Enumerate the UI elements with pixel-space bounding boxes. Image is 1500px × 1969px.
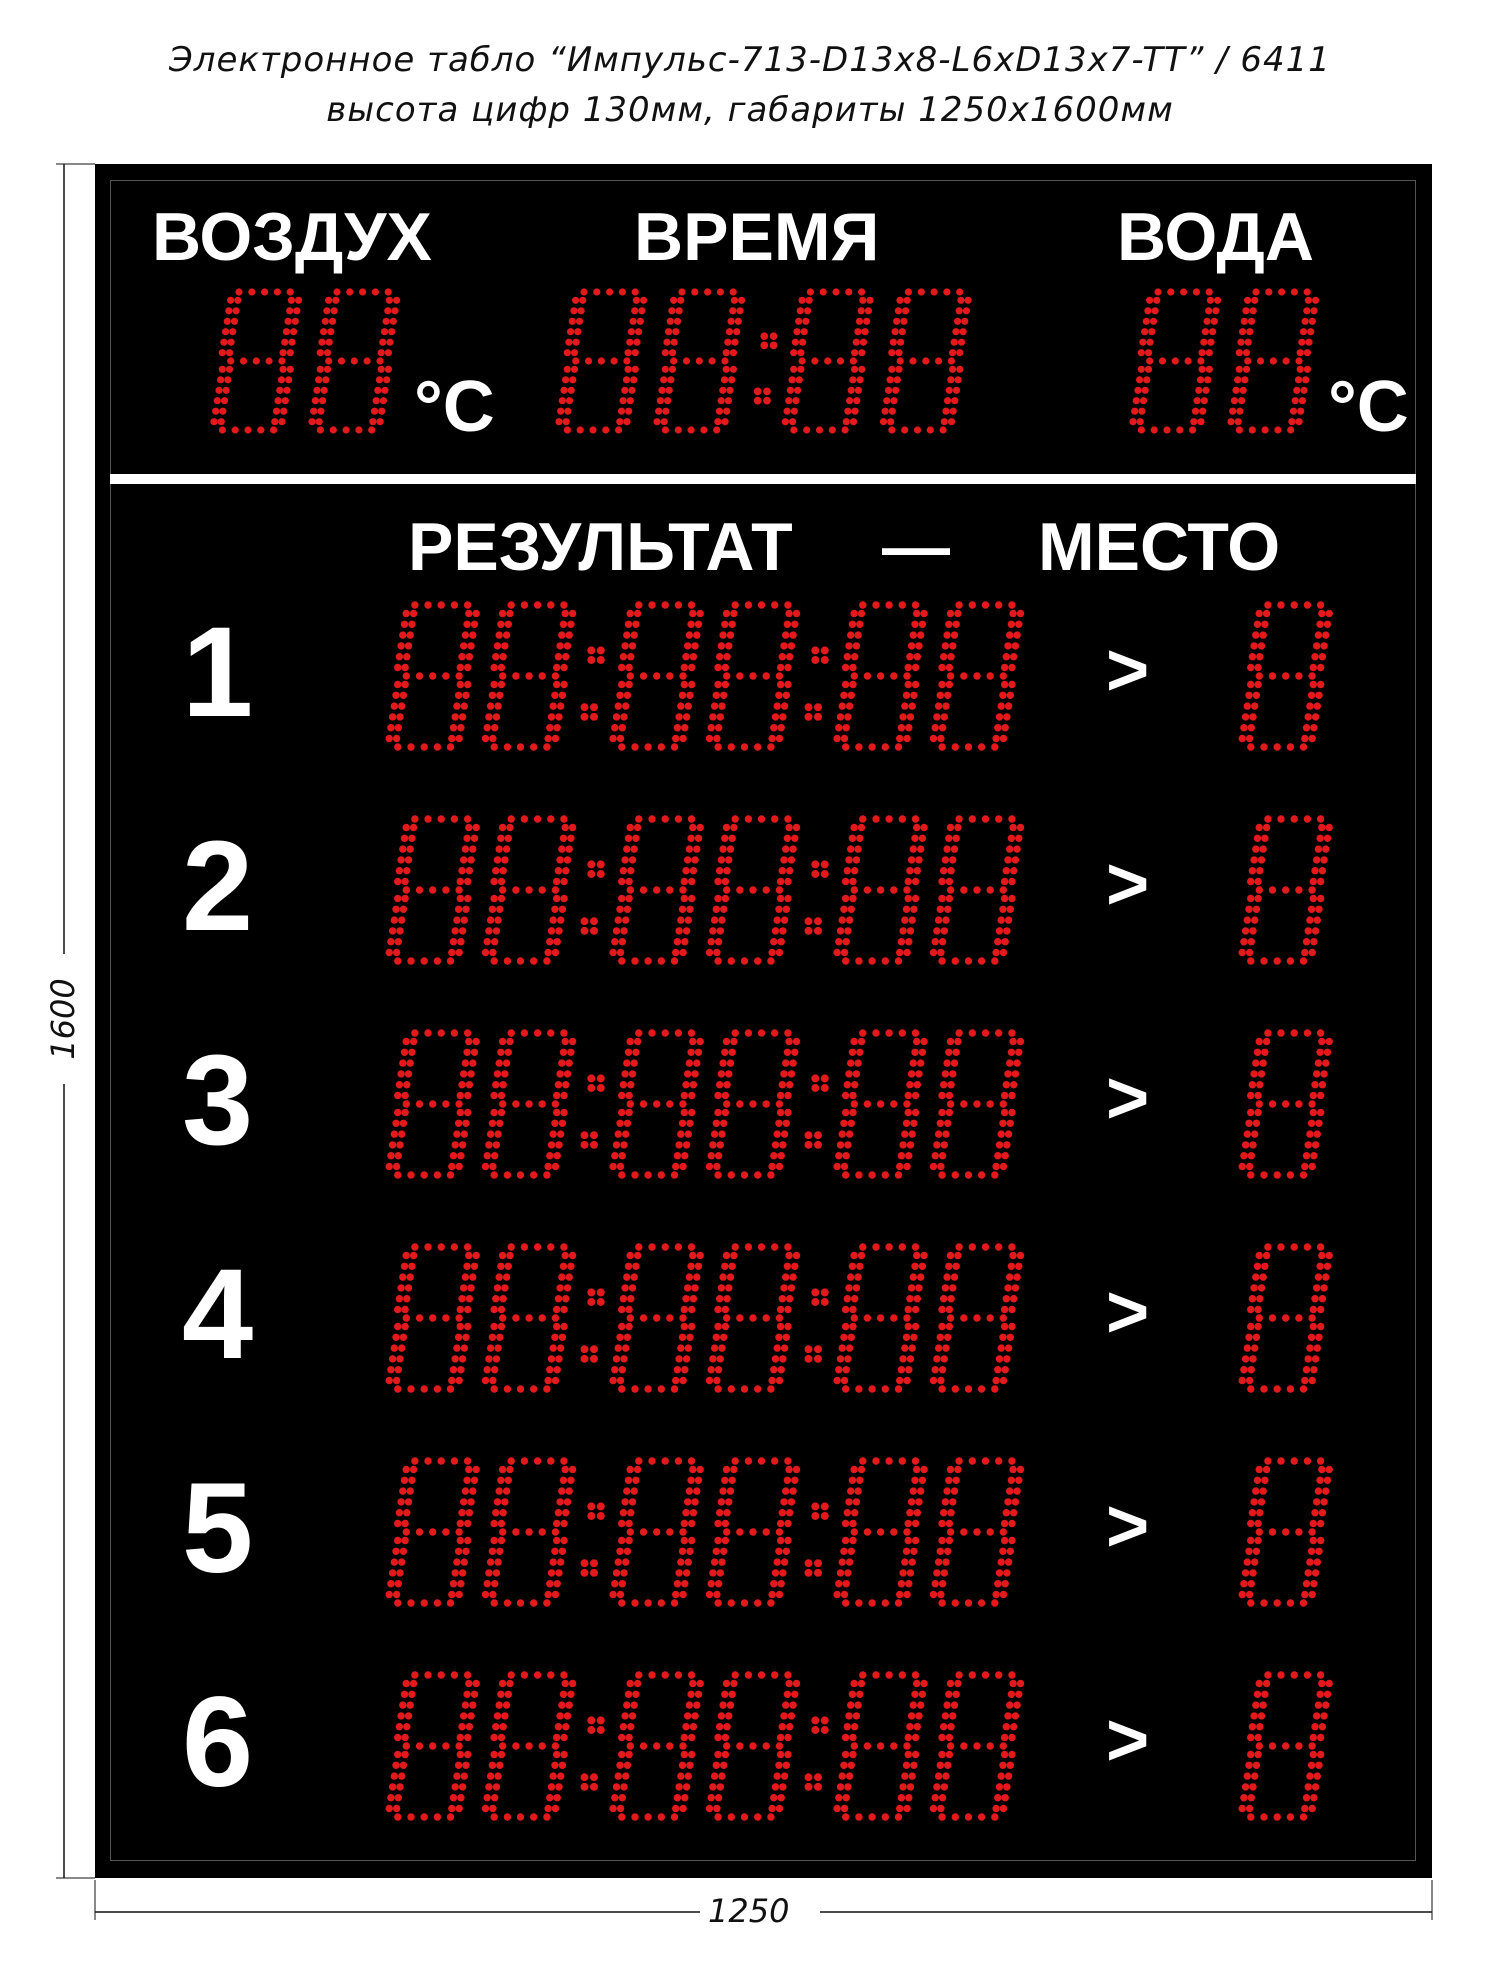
arrow-row-4: > <box>1106 1270 1150 1353</box>
result-display-row-2-colon <box>805 860 829 934</box>
result-display-row-2-digit-1 <box>482 815 577 964</box>
lane-number-4: 4 <box>182 1243 254 1386</box>
result-display-row-1-digit-1 <box>482 601 577 750</box>
result-display-row-5 <box>385 1457 1024 1606</box>
result-display-row-5-digit-1 <box>482 1457 577 1606</box>
header-dash: — <box>882 509 950 585</box>
lane-number-3: 3 <box>182 1029 254 1172</box>
time-display-digit-2 <box>782 288 874 433</box>
width-dimension-label: 1250 <box>708 1892 790 1930</box>
arrow-row-2: > <box>1106 842 1150 925</box>
arrow-row-5: > <box>1106 1484 1150 1567</box>
arrow-row-6: > <box>1106 1698 1150 1781</box>
time-display-digit-1 <box>653 288 745 433</box>
water-temperature-display <box>1129 288 1319 433</box>
result-display-row-6-colon <box>805 1716 829 1790</box>
result-display-row-3-colon <box>581 1074 605 1148</box>
caption-line-2: высота цифр 130мм, габариты 1250x1600мм <box>326 90 1174 130</box>
air-temperature-display <box>210 288 400 433</box>
result-display-row-6 <box>385 1671 1024 1820</box>
arrow-row-3: > <box>1106 1056 1150 1139</box>
result-display-row-1-colon <box>805 646 829 720</box>
result-display-row-4-digit-1 <box>482 1243 577 1392</box>
result-display-row-6-digit-3 <box>706 1671 800 1820</box>
water-temperature-display-digit-0 <box>1129 288 1221 433</box>
result-display-row-4-digit-3 <box>706 1243 800 1392</box>
result-display-row-2-digit-4 <box>833 815 927 964</box>
place-header: МЕСТО <box>1038 509 1281 585</box>
place-display-row-4 <box>1238 1243 1332 1392</box>
result-display-row-1-digit-5 <box>930 601 1024 750</box>
result-display-row-6-digit-0 <box>385 1671 479 1820</box>
arrow-row-1: > <box>1106 628 1150 711</box>
place-display-row-1-digit-0 <box>1238 601 1332 750</box>
air-temperature-display-digit-0 <box>210 288 302 433</box>
result-display-row-4-digit-2 <box>609 1243 704 1392</box>
result-display-row-5-digit-3 <box>706 1457 800 1606</box>
result-display-row-1-digit-2 <box>609 601 704 750</box>
time-display-digit-3 <box>880 288 972 433</box>
result-display-row-3 <box>385 1029 1024 1178</box>
result-display-row-3-colon <box>805 1074 829 1148</box>
place-display-row-5-digit-0 <box>1238 1457 1332 1606</box>
result-display-row-1-digit-4 <box>833 601 927 750</box>
place-display-row-6 <box>1238 1671 1332 1820</box>
result-display-row-1-digit-0 <box>385 601 479 750</box>
result-display-row-5-digit-0 <box>385 1457 479 1606</box>
place-display-row-1 <box>1238 601 1332 750</box>
lane-number-2: 2 <box>182 815 254 958</box>
place-display-row-3-digit-0 <box>1238 1029 1332 1178</box>
time-display <box>555 288 971 433</box>
water-label: ВОДА <box>1117 199 1314 275</box>
result-display-row-6-digit-4 <box>833 1671 927 1820</box>
time-display-colon <box>754 332 778 404</box>
result-display-row-1 <box>385 601 1024 750</box>
place-display-row-4-digit-0 <box>1238 1243 1332 1392</box>
caption-line-1: Электронное табло “Импульс-713-D13x8-L6xD13x7-TT” / 6411 <box>169 40 1331 80</box>
result-display-row-6-colon <box>581 1716 605 1790</box>
result-display-row-2-digit-2 <box>609 815 704 964</box>
air-temperature-display-digit-1 <box>308 288 400 433</box>
place-display-row-2-digit-0 <box>1238 815 1332 964</box>
result-display-row-6-digit-5 <box>930 1671 1024 1820</box>
place-display-row-2 <box>1238 815 1332 964</box>
result-display-row-2-digit-5 <box>930 815 1024 964</box>
place-display-row-5 <box>1238 1457 1332 1606</box>
result-display-row-1-colon <box>581 646 605 720</box>
result-display-row-2 <box>385 815 1024 964</box>
result-header: РЕЗУЛЬТАТ <box>408 509 793 585</box>
result-display-row-2-digit-0 <box>385 815 479 964</box>
place-display-row-3 <box>1238 1029 1332 1178</box>
time-label: ВРЕМЯ <box>634 199 880 275</box>
result-display-row-5-digit-2 <box>609 1457 704 1606</box>
result-display-row-4-colon <box>581 1288 605 1362</box>
lane-number-5: 5 <box>182 1457 254 1600</box>
time-display-digit-0 <box>555 288 647 433</box>
lane-number-1: 1 <box>182 601 254 744</box>
result-display-row-2-colon <box>581 860 605 934</box>
result-display-row-5-colon <box>581 1502 605 1576</box>
air-label: ВОЗДУХ <box>152 199 432 275</box>
water-unit: °C <box>1328 367 1409 447</box>
result-display-row-5-colon <box>805 1502 829 1576</box>
result-display-row-2-digit-3 <box>706 815 800 964</box>
result-display-row-4-digit-5 <box>930 1243 1024 1392</box>
result-display-row-3-digit-3 <box>706 1029 800 1178</box>
result-display-row-3-digit-2 <box>609 1029 704 1178</box>
result-display-row-3-digit-5 <box>930 1029 1024 1178</box>
result-display-row-5-digit-5 <box>930 1457 1024 1606</box>
result-display-row-3-digit-1 <box>482 1029 577 1178</box>
water-temperature-display-digit-1 <box>1227 288 1319 433</box>
result-display-row-3-digit-0 <box>385 1029 479 1178</box>
result-display-row-4 <box>385 1243 1024 1392</box>
result-display-row-3-digit-4 <box>833 1029 927 1178</box>
result-display-row-1-digit-3 <box>706 601 800 750</box>
result-display-row-4-digit-4 <box>833 1243 927 1392</box>
result-display-row-4-digit-0 <box>385 1243 479 1392</box>
result-display-row-6-digit-1 <box>482 1671 577 1820</box>
result-display-row-6-digit-2 <box>609 1671 704 1820</box>
result-display-row-4-colon <box>805 1288 829 1362</box>
place-display-row-6-digit-0 <box>1238 1671 1332 1820</box>
height-dimension-label: 1600 <box>44 954 82 1084</box>
lane-number-6: 6 <box>182 1671 254 1814</box>
air-unit: °C <box>414 367 495 447</box>
result-display-row-5-digit-4 <box>833 1457 927 1606</box>
